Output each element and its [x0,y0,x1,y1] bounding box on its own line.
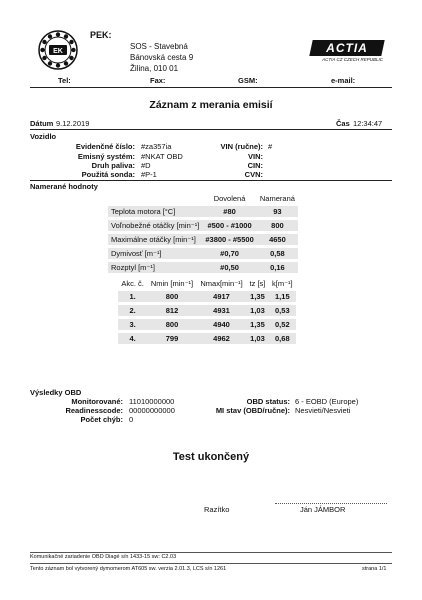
accel-col: Akc. č. [118,278,147,289]
measured-header-row [108,193,298,204]
vehicle-divider [30,180,392,181]
row-measured: 93 [257,206,298,217]
monitored-label: Monitorované: [71,397,123,406]
emission-system-label: Emisný systém: [77,152,135,161]
date-label: Dátum [30,119,54,128]
accel-cell: 2. [118,305,147,316]
station-street: Bánovská cesta 9 [130,53,194,62]
row-allowed: #0,50 [202,262,257,273]
fuel-label: Druh paliva: [91,161,135,170]
col-allowed: Dovolená [202,193,257,204]
obd-section-title: Výsledky OBD [30,388,82,397]
readiness-value: 00000000000 [129,406,175,415]
svg-text:EK: EK [53,48,63,55]
row-allowed: #3800 - #5500 [202,234,257,245]
accel-col: k[m⁻¹] [269,278,296,289]
tel-label: Tel: [58,76,71,85]
reg-value: #za357ia [141,142,172,151]
errors-value: 0 [129,415,134,424]
table-row [108,248,298,259]
row-measured: 800 [257,220,298,231]
date-value: 9.12.2019 [56,119,90,128]
cin-label: CIN: [247,161,263,170]
row-label: Voľnobežné otáčky [min⁻¹] [108,220,202,231]
row-label: Maximálne otáčky [min⁻¹] [108,234,202,245]
readiness-label: Readinesscode: [65,406,123,415]
probe-label: Použitá sonda: [81,170,135,179]
accel-cell: 800 [147,319,197,330]
table-row [108,206,298,217]
table-row [108,262,298,273]
accel-cell: 4. [118,333,147,344]
header-divider [30,87,392,88]
accel-cell: 1. [118,291,147,302]
accel-cell: 1,35 [246,319,268,330]
actia-logo: ACTIA ACTIA CZ CZECH REPUBLIC [311,40,383,64]
page-number: strana 1/1 [362,566,387,572]
col-measured: Nameraná [257,193,298,204]
accel-cell: 0,68 [269,333,296,344]
cvn-label: CVN: [244,170,263,179]
accel-cell: 4931 [197,305,247,316]
row-measured: 0,16 [257,262,298,273]
row-measured: 0,58 [257,248,298,259]
signer-name: Ján JÁMBOR [300,505,346,514]
accel-cell: 0,52 [269,319,296,330]
page-title: Záznam z merania emisií [149,99,273,111]
accel-header-row [118,278,296,289]
row-allowed: #500 - #1000 [202,220,257,231]
test-finished-text: Test ukončený [172,451,250,463]
obd-status-label: OBD status: [246,397,290,406]
row-label: Rozptyl [m⁻¹] [108,262,202,273]
acceleration-table [118,278,296,344]
accel-cell: 799 [147,333,197,344]
station-city: Žilina, 010 01 [130,64,179,73]
table-row [118,333,296,344]
station-name: SOS - Stavebná [130,42,188,51]
footer-line-1: Komunikačné zariadenie OBD Diagé s/n 1433-15 sw: C2.03 [30,554,177,560]
measured-table [108,193,298,273]
mil-label: MI stav (OBD/ručne): [215,406,290,415]
accel-cell: 800 [147,291,197,302]
row-allowed: #0,70 [202,248,257,259]
email-label: e-mail: [331,76,356,85]
inspection-stamp [38,30,78,70]
monitored-value: 11010000000 [129,397,175,406]
row-label: Teplota motora [°C] [108,206,202,217]
accel-col: tz [s] [246,278,268,289]
fuel-value: #D [141,161,151,170]
signature-dots [275,503,387,504]
stamp-label: Razítko [204,505,230,514]
errors-label: Počet chýb: [80,415,123,424]
time-label: Čas [336,119,350,128]
row-allowed: #80 [202,206,257,217]
accel-cell: 4940 [197,319,247,330]
row-label: Dymivosť [m⁻¹] [108,248,202,259]
accel-cell: 812 [147,305,197,316]
footer-line-2: Tento záznam bol vytvorený dymomerom AT605 sw. verzia 2.01.3, LCS s/n 1261 [30,566,227,572]
measured-section-title: Namerané hodnoty [30,182,98,191]
vin-label: VIN: [248,152,263,161]
table-row [118,291,296,302]
row-measured: 4650 [257,234,298,245]
vin-manual-label: VIN (ručne): [220,142,263,151]
pek-label: PEK: [90,30,112,40]
accel-cell: 4917 [197,291,247,302]
probe-value: #P-1 [141,170,157,179]
accel-cell: 4962 [197,333,247,344]
accel-cell: 3. [118,319,147,330]
obd-status-value: 6 - EOBD (Europe) [295,397,359,406]
accel-cell: 1,15 [269,291,296,302]
table-row [108,234,298,245]
accel-cell: 1,03 [246,333,268,344]
accel-col: Nmax[min⁻¹] [197,278,247,289]
table-row [118,305,296,316]
accel-cell: 0,53 [269,305,296,316]
time-value: 12:34:47 [353,119,383,128]
accel-col: Nmin [min⁻¹] [147,278,197,289]
footer-divider-2 [30,563,392,564]
gsm-label: GSM: [238,76,258,85]
reg-label: Evidenčné číslo: [75,142,135,151]
table-row [118,319,296,330]
table-row [108,220,298,231]
accel-cell: 1,03 [246,305,268,316]
fax-label: Fax: [150,76,166,85]
mil-value: Nesvieti/Nesvieti [295,406,351,415]
vehicle-section-title: Vozidlo [30,132,57,141]
date-divider [30,129,392,130]
footer-divider-1 [30,552,392,553]
emission-system-value: #NKAT OBD [141,152,183,161]
accel-cell: 1,35 [246,291,268,302]
vin-manual-value: # [268,142,273,151]
